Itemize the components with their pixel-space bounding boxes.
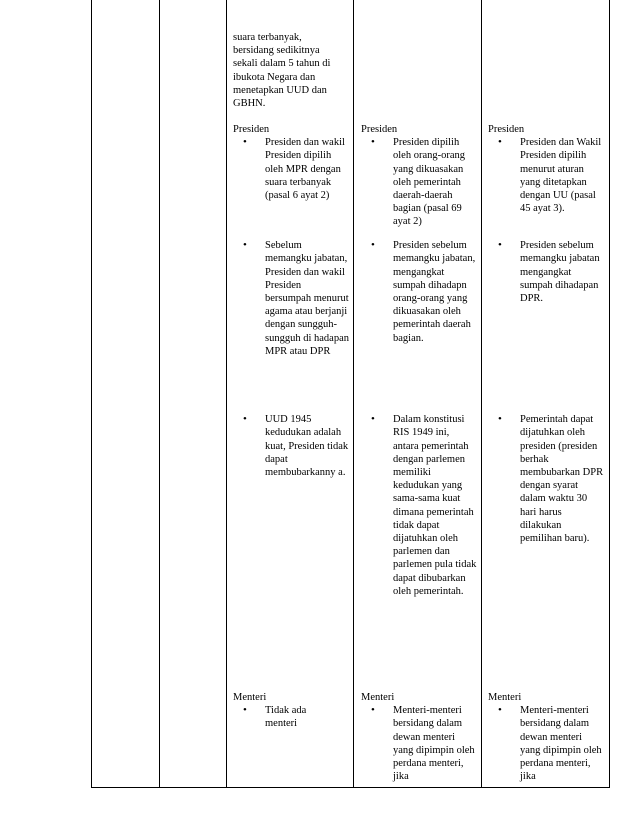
list-item: • Presiden dan Wakil Presiden dipilih menurut aturan yang ditetapkan dengan UU (pasal 45 ayat 3). [488,136,605,239]
presiden-label: Presiden [233,124,270,135]
list-item: • Presiden dipilih oleh orang-orang yang dikuasakan oleh pemerintah daerah-daerah bagian (pasal 69 ayat 2) [361,136,477,239]
menteri-list [488,704,605,783]
menteri-label: Menteri [233,692,267,703]
list-item: • Presiden dan wakil Presiden dipilih oleh MPR dengan suara terbanyak (pasal 6 ayat 2) [233,136,349,239]
presiden-list [488,136,605,545]
presiden-list [361,136,477,598]
presiden-cell-col3 [233,123,349,479]
presiden-cell-col5 [488,123,605,545]
list-item: • Menteri-menteri bersidang dalam dewan menteri yang dipimpin oleh perdana menteri, jika [488,704,605,783]
table-border-right [609,0,610,788]
list-item: • Pemerintah dapat dijatuhkan oleh presiden (presiden berhak membubarkan DPR dengan syarat dalam waktu 30 hari harus dilakukan pemilihan baru). [488,413,605,545]
menteri-list [361,704,477,783]
list-item: • Presiden sebelum memangku jabatan, mengangkat sumpah dihadapn orang-orang yang dikuasakan oleh pemerintah daerah bagian. [361,239,477,413]
table-border-left [91,0,92,788]
menteri-cell-col5 [488,691,605,783]
intro-text: suara terbanyak, bersidang sedikitnya sekali dalam 5 tahun di ibukota Negara dan menetapkan UUD dan GBHN. [233,32,331,110]
list-item: • Dalam konstitusi RIS 1949 ini, antara pemerintah dengan parlemen memiliki kedudukan yang sama-sama kuat dimana pemerintah tidak dapat dijatuhkan oleh parlemen dan parlemen pula tidak dapat dibubarkan oleh pemerintah. [361,413,477,598]
presiden-list [233,136,349,479]
list-item: • UUD 1945 kedudukan adalah kuat, Presiden tidak dapat membubarkanny a. [233,413,349,479]
menteri-list [233,704,349,730]
intro-cell [233,31,345,110]
list-item: • Menteri-menteri bersidang dalam dewan menteri yang dipimpin oleh perdana menteri, jika [361,704,477,783]
list-item: • Sebelum memangku jabatan, Presiden dan wakil Presiden bersumpah menurut agama atau berjanji dengan sungguh-sungguh di hadapan MPR atau DPR [233,239,349,413]
col-divider-4 [481,0,482,788]
table-border-bottom [91,787,610,788]
menteri-label: Menteri [361,692,395,703]
menteri-label: Menteri [488,692,522,703]
list-item: • Tidak ada menteri [233,704,349,730]
presiden-label: Presiden [488,124,525,135]
menteri-cell-col3 [233,691,349,731]
col-divider-3 [353,0,354,788]
col-divider-1 [159,0,160,788]
presiden-cell-col4 [361,123,477,598]
col-divider-2 [226,0,227,788]
presiden-label: Presiden [361,124,398,135]
list-item: • Presiden sebelum memangku jabatan mengangkat sumpah dihadapan DPR. [488,239,605,413]
menteri-cell-col4 [361,691,477,783]
